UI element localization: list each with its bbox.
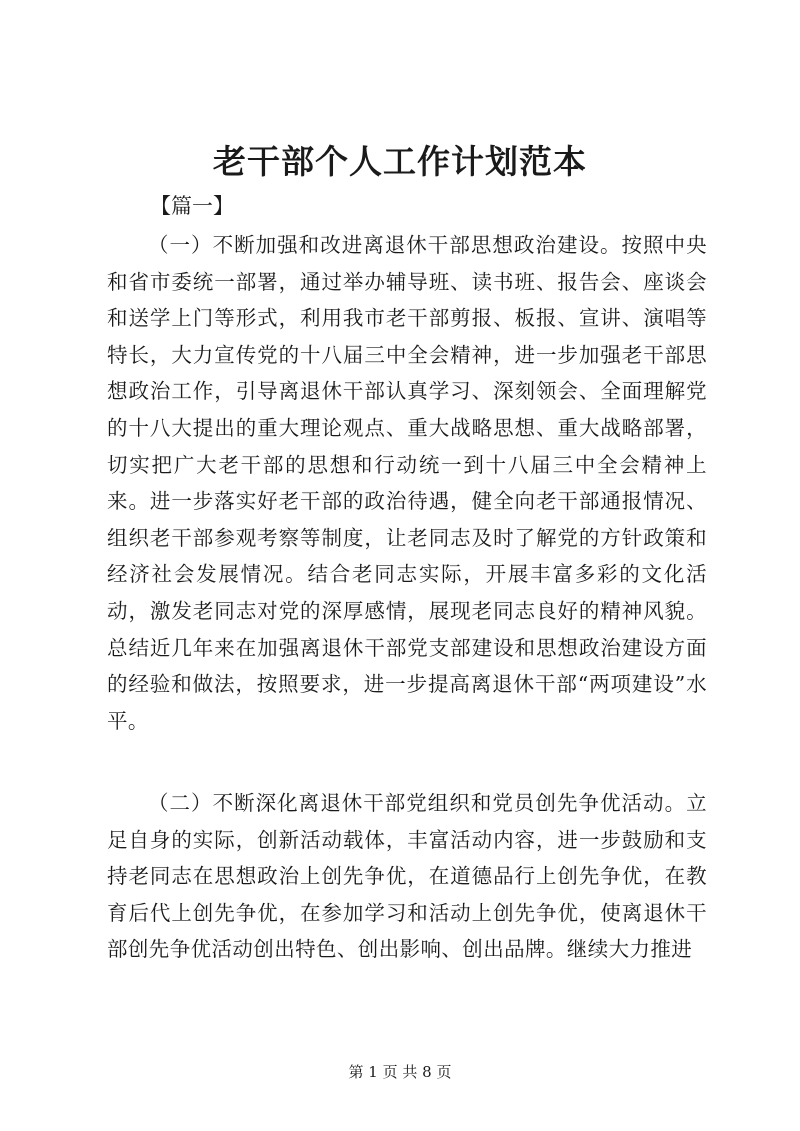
document-title: 老干部个人工作计划范本 [213,142,587,181]
section-label: 【篇一】 [150,194,234,218]
body-paragraph-2: （二）不断深化离退休干部党组织和党员创先争优活动。立足自身的实际，创新活动载体，丰富活动内容，进一步鼓励和支持老同志在思想政治上创先争优，在道德品行上创先争优，在教育后代上创先争优，在参加学习和活动上创先争优，使离退休干部创先争优活动创出特色、创出影响、创出品牌。继续大力推进 [107,791,707,962]
page-number-footer: 第 1 页 共 8 页 [348,1063,452,1081]
body-paragraph-1: （一）不断加强和改进离退休干部思想政治建设。按照中央和省市委统一部署，通过举办辅导班、读书班、报告会、座谈会和送学上门等形式，利用我市老干部剪报、板报、宣讲、演唱等特长，大力宣传党的十八届三中全会精神，进一步加强老干部思想政治工作，引导离退休干部认真学习、深刻领会、全面理解党的十八大提出的重大理论观点、重大战略思想、重大战略部署，切实把广大老干部的思想和行动统一到十八届三中全会精神上来。进一步落实好老干部的政治待遇，健全向老干部通报情况、组织老干部参观考察等制度，让老同志及时了解党的方针政策和经济社会发展情况。结合老同志实际，开展丰富多彩的文化活动，激发老同志对党的深厚感情，展现老同志良好的精神风貌。总结近几年来在加强离退休干部党支部建设和思想政治建设方面的经验和做法，按照要求，进一步提高离退休干部“两项建设”水平。 [107,233,707,733]
